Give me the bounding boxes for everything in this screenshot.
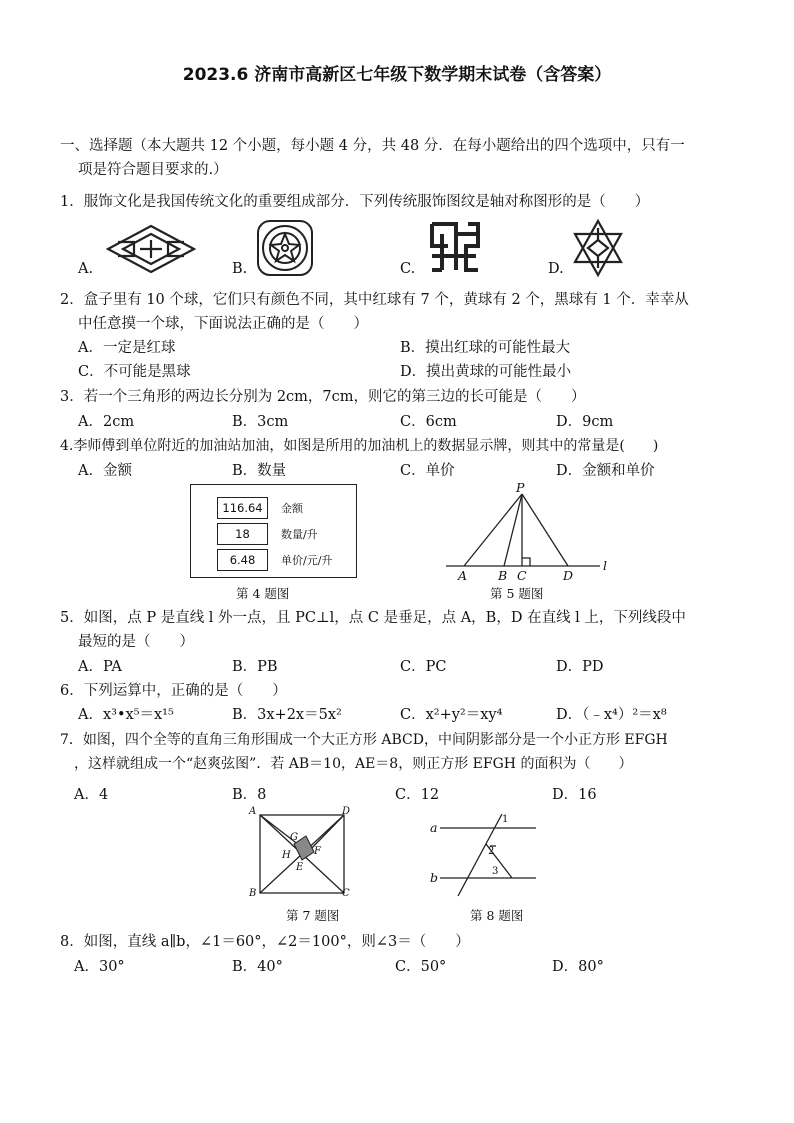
quantity-value: 18 bbox=[217, 523, 268, 545]
q5-stem-line1: 5．如图，点 P 是直线 l 外一点，且 PC⊥l，点 C 是垂足，点 A，B，D 在直线 l 上，下列线段中 bbox=[60, 610, 686, 626]
angle-2-label: 2 bbox=[488, 846, 495, 857]
quantity-label: 数量/升 bbox=[281, 528, 318, 541]
q8-option-a: A．30° bbox=[74, 959, 125, 975]
q1-stem: 1．服饰文化是我国传统文化的重要组成部分．下列传统服饰图纹是轴对称图形的是（ ） bbox=[60, 194, 650, 210]
q2-option-a: A．一定是红球 bbox=[78, 340, 176, 356]
q2-stem-line2: 中任意摸一个球，下面说法正确的是（ ） bbox=[78, 316, 368, 332]
line-b-label: b bbox=[430, 870, 439, 885]
angle-1-label: 1 bbox=[502, 814, 509, 825]
q1-option-d: D. bbox=[548, 261, 564, 277]
q6-option-b: B．3x+2x＝5x² bbox=[232, 707, 342, 723]
page-title: 2023.6 济南市高新区七年级下数学期末试卷（含答案） bbox=[182, 65, 612, 85]
pattern-d-figure bbox=[570, 218, 626, 278]
q5-option-a: A．PA bbox=[78, 659, 122, 675]
q1-option-a: A. bbox=[78, 261, 94, 277]
q2-option-c: C．不可能是黑球 bbox=[78, 364, 191, 380]
point-a-label: A bbox=[458, 568, 468, 583]
q8-option-c: C．50° bbox=[395, 959, 447, 975]
q4-option-b: B．数量 bbox=[232, 463, 287, 479]
fig5-caption: 第 5 题图 bbox=[490, 586, 544, 601]
fig7-point-g: G bbox=[290, 832, 298, 843]
line-a-label: a bbox=[430, 820, 438, 835]
fig7-caption: 第 7 题图 bbox=[286, 908, 340, 923]
q4-option-c: C．单价 bbox=[400, 463, 455, 479]
fig7-point-a: A bbox=[249, 806, 257, 817]
q6-stem: 6．下列运算中，正确的是（ ） bbox=[60, 683, 287, 699]
line-l-label: l bbox=[603, 558, 607, 573]
point-d-label: D bbox=[563, 568, 574, 583]
pattern-b-figure bbox=[255, 218, 315, 278]
q5-option-b: B．PB bbox=[232, 659, 278, 675]
fig8-caption: 第 8 题图 bbox=[470, 908, 524, 923]
q7-stem-line2: ，这样就组成一个“赵爽弦图”．若 AB＝10，AE＝8，则正方形 EFGH 的面积为（ ） bbox=[74, 756, 633, 772]
q3-option-a: A．2cm bbox=[78, 414, 135, 430]
q4-option-a: A．金额 bbox=[78, 463, 132, 479]
pattern-c-figure bbox=[428, 220, 482, 274]
point-c-label: C bbox=[517, 568, 527, 583]
fig7-point-h: H bbox=[282, 850, 291, 861]
fig7-point-c: C bbox=[342, 888, 350, 899]
q1-option-c: C. bbox=[400, 261, 416, 277]
fig7-point-f: F bbox=[314, 846, 321, 857]
q7-option-b: B．8 bbox=[232, 787, 267, 803]
section-heading-line2: 项是符合题目要求的.） bbox=[78, 162, 228, 178]
point-b-label: B bbox=[498, 568, 508, 583]
q6-option-c: C．x²+y²＝xy⁴ bbox=[400, 707, 503, 723]
q7-option-c: C．12 bbox=[395, 787, 440, 803]
point-p-label: P bbox=[516, 480, 525, 495]
pattern-a-figure bbox=[104, 222, 198, 276]
fig7-point-b: B bbox=[249, 888, 257, 899]
q2-option-b: B．摸出红球的可能性最大 bbox=[400, 340, 571, 356]
q4-stem: 4.李师傅到单位附近的加油站加油，如图是所用的加油机上的数据显示牌，则其中的常量是( ) bbox=[60, 438, 659, 454]
q5-option-c: C．PC bbox=[400, 659, 447, 675]
angle-3-label: 3 bbox=[492, 866, 499, 877]
q8-option-d: D．80° bbox=[552, 959, 604, 975]
q3-option-b: B．3cm bbox=[232, 414, 289, 430]
q3-option-c: C．6cm bbox=[400, 414, 457, 430]
q3-stem: 3．若一个三角形的两边长分别为 2cm，7cm，则它的第三边的长可能是（ ） bbox=[60, 389, 586, 405]
q5-option-d: D．PD bbox=[556, 659, 604, 675]
q1-option-b: B. bbox=[232, 261, 248, 277]
q7-option-d: D．16 bbox=[552, 787, 597, 803]
q4-option-d: D．金额和单价 bbox=[556, 463, 655, 479]
q8-option-b: B．40° bbox=[232, 959, 283, 975]
q7-option-a: A．4 bbox=[74, 787, 109, 803]
q7-stem-line1: 7．如图，四个全等的直角三角形围成一个大正方形 ABCD，中间阴影部分是一个小正方形 EFGH bbox=[60, 732, 668, 748]
section-heading-line1: 一、选择题（本大题共 12 个小题，每小题 4 分，共 48 分．在每小题给出的四个选项中，只有一 bbox=[60, 138, 685, 154]
fig8-diagram bbox=[428, 812, 546, 898]
fig7-diagram bbox=[254, 812, 350, 898]
fuel-pump-display bbox=[190, 484, 357, 578]
unit-price-label: 单价/元/升 bbox=[281, 554, 333, 567]
fig7-point-e: E bbox=[296, 862, 304, 873]
fig7-point-d: D bbox=[342, 806, 351, 817]
fig4-caption: 第 4 题图 bbox=[236, 586, 290, 601]
q2-option-d: D．摸出黄球的可能性最小 bbox=[400, 364, 572, 380]
q8-stem: 8．如图，直线 a∥b，∠1＝60°，∠2＝100°，则∠3＝（ ） bbox=[60, 934, 470, 950]
amount-label: 金额 bbox=[281, 502, 303, 515]
q2-stem-line1: 2．盒子里有 10 个球，它们只有颜色不同，其中红球有 7 个，黄球有 2 个，黑球有 1 个．幸幸从 bbox=[60, 292, 689, 308]
q5-stem-line2: 最短的是（ ） bbox=[78, 634, 194, 650]
unit-price-value: 6.48 bbox=[217, 549, 268, 571]
amount-value: 116.64 bbox=[217, 497, 268, 519]
q6-option-a: A．x³•x⁵＝x¹⁵ bbox=[78, 707, 174, 723]
q3-option-d: D．9cm bbox=[556, 414, 614, 430]
q6-option-d: D．（﹣x⁴）²＝x⁸ bbox=[556, 707, 667, 723]
